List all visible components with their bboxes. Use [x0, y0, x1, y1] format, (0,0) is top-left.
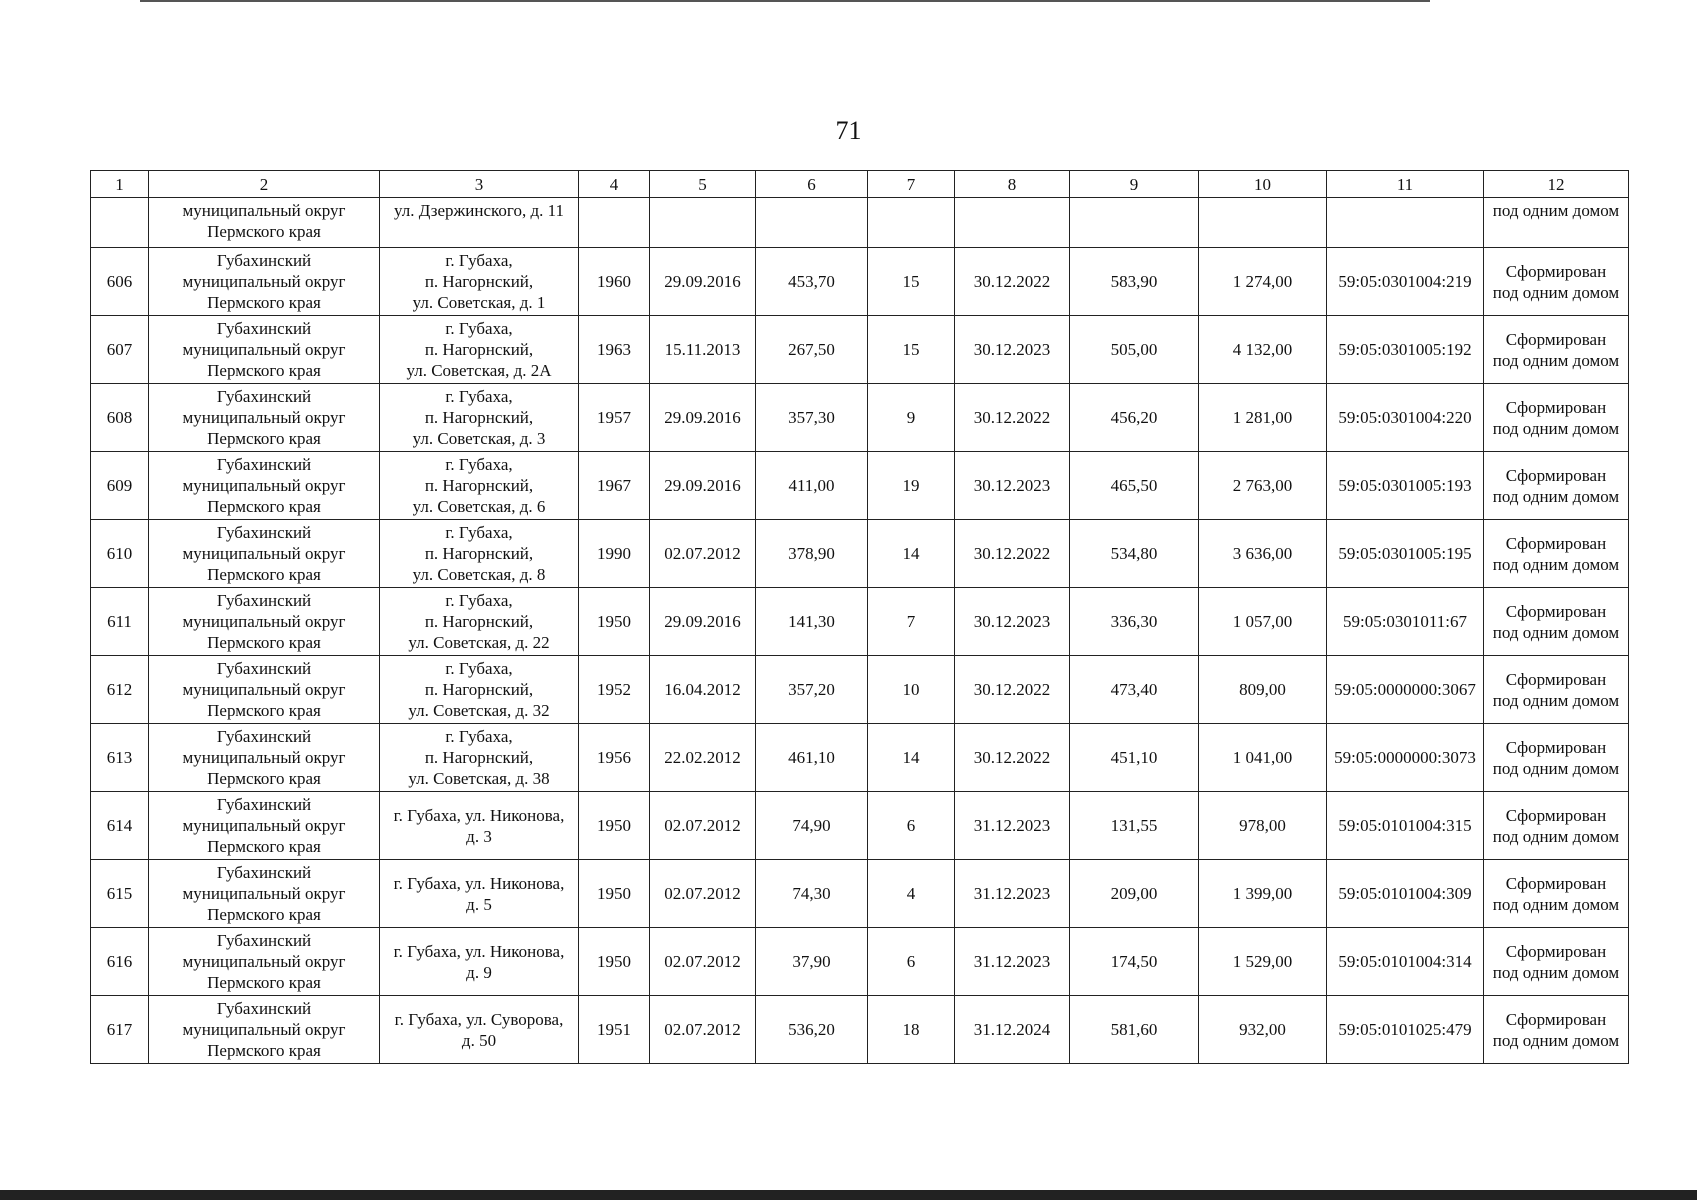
cell-line: муниципальный округ: [182, 476, 346, 495]
table-row: [91, 928, 1629, 996]
cell-line: Сформирован: [1505, 601, 1607, 621]
cell-line: ул. Советская, д. 1: [412, 293, 546, 312]
column-header-7: 7: [868, 171, 955, 198]
cell-land-status: [1484, 520, 1629, 588]
cell-line: Пермского края: [207, 222, 321, 241]
cell-date-recognized: 02.07.2012: [650, 928, 756, 996]
cell-relocation-date: 31.12.2024: [955, 996, 1070, 1064]
cell-land-status: [1484, 384, 1629, 452]
cell-row-number: 606: [91, 248, 149, 316]
cell-line: ул. Советская, д. 8: [412, 565, 546, 584]
cell-cadastral-number: 59:05:0101004:315: [1327, 792, 1484, 860]
cell-relocation-date: 30.12.2022: [955, 384, 1070, 452]
cell-land-area: 809,00: [1199, 656, 1327, 724]
cell-line: г. Губаха, ул. Никонова,: [393, 805, 565, 825]
cell-address: [380, 384, 579, 452]
cell-line: Сформирован: [1505, 941, 1607, 961]
cell-row-number: 613: [91, 724, 149, 792]
cell-area: 411,00: [756, 452, 868, 520]
cell-line: г. Губаха,: [445, 455, 513, 474]
cell-line: под одним домом: [1492, 622, 1620, 642]
column-header-8: 8: [955, 171, 1070, 198]
cell-area-total: 456,20: [1070, 384, 1199, 452]
column-header-9: 9: [1070, 171, 1199, 198]
cell-cadastral-number: 59:05:0301005:193: [1327, 452, 1484, 520]
cell-line: Сформирован: [1505, 465, 1607, 485]
cell-line: Губахинский: [216, 591, 312, 610]
cell-line: д. 3: [466, 826, 492, 846]
table-row: [91, 384, 1629, 452]
cell-line: под одним домом: [1492, 418, 1620, 438]
cell-build-year: 1950: [579, 588, 650, 656]
cell-cadastral-number: 59:05:0101004:314: [1327, 928, 1484, 996]
cell-line: муниципальный округ: [182, 680, 346, 699]
table-row: [91, 520, 1629, 588]
cell-date-recognized: 02.07.2012: [650, 996, 756, 1064]
cell-municipality: [149, 792, 380, 860]
cell-date-recognized: 29.09.2016: [650, 588, 756, 656]
cell-line: ул. Дзержинского, д. 11: [394, 201, 564, 220]
cell-line: п. Нагорнский,: [424, 748, 534, 767]
cell-line: п. Нагорнский,: [424, 476, 534, 495]
cell-line: Сформирован: [1505, 397, 1607, 417]
cell-cadastral-number: 59:05:0301004:219: [1327, 248, 1484, 316]
cell-cadastral-number: 59:05:0301011:67: [1327, 588, 1484, 656]
cell-line: Губахинский: [216, 455, 312, 474]
column-header-1: 1: [91, 171, 149, 198]
cell-build-year: 1950: [579, 792, 650, 860]
cell-cadastral-number: 59:05:0301005:195: [1327, 520, 1484, 588]
cell-line: г. Губаха,: [445, 251, 513, 270]
cell-area: 536,20: [756, 996, 868, 1064]
cell-land-status: [1484, 316, 1629, 384]
cell-build-year: 1963: [579, 316, 650, 384]
cell-area-total: 336,30: [1070, 588, 1199, 656]
table-row: [91, 996, 1629, 1064]
cell-row-number: 607: [91, 316, 149, 384]
cell-line: Пермского края: [207, 361, 321, 380]
header-row: [91, 171, 1629, 198]
column-header-6: 6: [756, 171, 868, 198]
cell-build-year: 1950: [579, 928, 650, 996]
cell-line: д. 5: [466, 894, 492, 914]
cell-area: 37,90: [756, 928, 868, 996]
cell-col-1: [91, 198, 149, 248]
cell-build-year: 1956: [579, 724, 650, 792]
table-row: [91, 792, 1629, 860]
cell-build-year: 1957: [579, 384, 650, 452]
cell-line: Губахинский: [216, 931, 312, 950]
cell-address: [380, 520, 579, 588]
cell-row-number: 608: [91, 384, 149, 452]
cell-col-7: [868, 198, 955, 248]
cell-line: Сформирован: [1505, 873, 1607, 893]
cell-relocation-date: 30.12.2022: [955, 656, 1070, 724]
cell-residents: 9: [868, 384, 955, 452]
cell-line: г. Губаха,: [445, 523, 513, 542]
cell-area-total: 534,80: [1070, 520, 1199, 588]
cell-line: г. Губаха,: [445, 659, 513, 678]
column-header-2: 2: [149, 171, 380, 198]
cell-cadastral-number: 59:05:0301004:220: [1327, 384, 1484, 452]
cell-line: под одним домом: [1492, 894, 1620, 914]
cell-line: Сформирован: [1505, 805, 1607, 825]
cell-date-recognized: 02.07.2012: [650, 520, 756, 588]
cell-municipality: [149, 520, 380, 588]
top-scan-line: [140, 0, 1430, 2]
cell-line: п. Нагорнский,: [424, 272, 534, 291]
column-header-3: 3: [380, 171, 579, 198]
cell-line: Сформирован: [1505, 261, 1607, 281]
cell-col-4: [579, 198, 650, 248]
cell-area: 453,70: [756, 248, 868, 316]
cell-line: Сформирован: [1505, 737, 1607, 757]
cell-cadastral-number: 59:05:0000000:3073: [1327, 724, 1484, 792]
cell-line: муниципальный округ: [182, 884, 346, 903]
cell-land-area: 4 132,00: [1199, 316, 1327, 384]
cell-line: под одним домом: [1492, 554, 1620, 574]
cell-build-year: 1952: [579, 656, 650, 724]
cell-line: г. Губаха,: [445, 387, 513, 406]
cell-area: 141,30: [756, 588, 868, 656]
cell-land-status: [1484, 656, 1629, 724]
cell-area: 357,30: [756, 384, 868, 452]
cell-col-2: [149, 198, 380, 248]
cell-line: Губахинский: [216, 523, 312, 542]
cell-line: муниципальный округ: [182, 612, 346, 631]
cell-line: п. Нагорнский,: [424, 544, 534, 563]
cell-line: Сформирован: [1505, 533, 1607, 553]
cell-area-total: 473,40: [1070, 656, 1199, 724]
cell-col-9: [1070, 198, 1199, 248]
cell-row-number: 609: [91, 452, 149, 520]
cell-line: д. 9: [466, 962, 492, 982]
cell-municipality: [149, 656, 380, 724]
cell-line: г. Губаха, ул. Никонова,: [393, 873, 565, 893]
cell-date-recognized: 29.09.2016: [650, 248, 756, 316]
cell-line: под одним домом: [1492, 486, 1620, 506]
cell-line: Пермского края: [207, 701, 321, 720]
cell-residents: 14: [868, 724, 955, 792]
cell-row-number: 616: [91, 928, 149, 996]
column-header-5: 5: [650, 171, 756, 198]
column-header-10: 10: [1199, 171, 1327, 198]
cell-col-5: [650, 198, 756, 248]
cell-line: Губахинский: [216, 863, 312, 882]
cell-line: Губахинский: [216, 727, 312, 746]
cell-line: Пермского края: [207, 293, 321, 312]
cell-land-area: 2 763,00: [1199, 452, 1327, 520]
cell-line: п. Нагорнский,: [424, 408, 534, 427]
page-number: 71: [835, 116, 862, 145]
cell-row-number: 610: [91, 520, 149, 588]
cell-address: [380, 860, 579, 928]
cell-line: муниципальный округ: [182, 816, 346, 835]
cell-cadastral-number: 59:05:0000000:3067: [1327, 656, 1484, 724]
cell-line: Пермского края: [207, 973, 321, 992]
cell-line: Пермского края: [207, 905, 321, 924]
cell-area: 74,30: [756, 860, 868, 928]
cell-build-year: 1950: [579, 860, 650, 928]
cell-area: 267,50: [756, 316, 868, 384]
cell-line: Губахинский: [216, 999, 312, 1018]
cell-relocation-date: 30.12.2022: [955, 248, 1070, 316]
cell-line: под одним домом: [1492, 758, 1620, 778]
cell-municipality: [149, 316, 380, 384]
cell-date-recognized: 22.02.2012: [650, 724, 756, 792]
cell-date-recognized: 02.07.2012: [650, 860, 756, 928]
cell-line: под одним домом: [1492, 350, 1620, 370]
table-row-continuation: [91, 198, 1629, 248]
cell-line: д. 50: [461, 1030, 497, 1050]
registry-table: [90, 170, 1629, 1064]
cell-build-year: 1990: [579, 520, 650, 588]
cell-line: Пермского края: [207, 497, 321, 516]
cell-line: под одним домом: [1492, 1030, 1620, 1050]
cell-line: Сформирован: [1505, 329, 1607, 349]
cell-land-status: [1484, 452, 1629, 520]
cell-area-total: 174,50: [1070, 928, 1199, 996]
table-row: [91, 588, 1629, 656]
cell-land-area: 1 529,00: [1199, 928, 1327, 996]
cell-line: под одним домом: [1492, 962, 1620, 982]
cell-line: ул. Советская, д. 38: [408, 769, 550, 788]
cell-relocation-date: 30.12.2022: [955, 520, 1070, 588]
cell-municipality: [149, 928, 380, 996]
cell-land-area: 3 636,00: [1199, 520, 1327, 588]
cell-land-area: 932,00: [1199, 996, 1327, 1064]
cell-address: [380, 656, 579, 724]
cell-relocation-date: 30.12.2023: [955, 316, 1070, 384]
cell-line: Губахинский: [216, 387, 312, 406]
cell-line: г. Губаха,: [445, 319, 513, 338]
cell-line: под одним домом: [1492, 282, 1620, 302]
cell-municipality: [149, 860, 380, 928]
cell-residents: 6: [868, 928, 955, 996]
cell-area: 378,90: [756, 520, 868, 588]
cell-date-recognized: 29.09.2016: [650, 452, 756, 520]
cell-line: муниципальный округ: [182, 272, 346, 291]
cell-row-number: 611: [91, 588, 149, 656]
cell-area-total: 209,00: [1070, 860, 1199, 928]
cell-line: ул. Советская, д. 3: [412, 429, 546, 448]
table-row: [91, 724, 1629, 792]
cell-municipality: [149, 248, 380, 316]
cell-land-area: 1 399,00: [1199, 860, 1327, 928]
cell-area-total: 505,00: [1070, 316, 1199, 384]
cell-residents: 6: [868, 792, 955, 860]
cell-line: п. Нагорнский,: [424, 612, 534, 631]
cell-residents: 10: [868, 656, 955, 724]
cell-residents: 15: [868, 248, 955, 316]
cell-relocation-date: 30.12.2023: [955, 588, 1070, 656]
cell-address: [380, 996, 579, 1064]
cell-line: п. Нагорнский,: [424, 340, 534, 359]
cell-address: [380, 452, 579, 520]
table-row: [91, 248, 1629, 316]
cell-residents: 19: [868, 452, 955, 520]
cell-line: муниципальный округ: [182, 544, 346, 563]
cell-line: г. Губаха, ул. Суворова,: [394, 1009, 564, 1029]
cell-line: ул. Советская, д. 22: [408, 633, 550, 652]
cell-date-recognized: 29.09.2016: [650, 384, 756, 452]
cell-land-area: 978,00: [1199, 792, 1327, 860]
cell-col-8: [955, 198, 1070, 248]
cell-relocation-date: 31.12.2023: [955, 928, 1070, 996]
cell-line: Губахинский: [216, 659, 312, 678]
cell-area-total: 451,10: [1070, 724, 1199, 792]
cell-build-year: 1960: [579, 248, 650, 316]
cell-land-area: 1 057,00: [1199, 588, 1327, 656]
cell-land-status: [1484, 248, 1629, 316]
cell-relocation-date: 31.12.2023: [955, 792, 1070, 860]
cell-address: [380, 588, 579, 656]
cell-row-number: 615: [91, 860, 149, 928]
cell-line: под одним домом: [1492, 826, 1620, 846]
cell-line: Сформирован: [1505, 669, 1607, 689]
cell-line: муниципальный округ: [182, 340, 346, 359]
cell-land-status: [1484, 588, 1629, 656]
cell-relocation-date: 30.12.2022: [955, 724, 1070, 792]
cell-line: Пермского края: [207, 837, 321, 856]
cell-line: Пермского края: [207, 1041, 321, 1060]
cell-land-area: 1 281,00: [1199, 384, 1327, 452]
cell-col-12: [1484, 198, 1629, 248]
cell-line: под одним домом: [1492, 690, 1620, 710]
cell-build-year: 1951: [579, 996, 650, 1064]
cell-address: [380, 316, 579, 384]
table-row: [91, 316, 1629, 384]
cell-line: ул. Советская, д. 2А: [406, 361, 552, 380]
table-row: [91, 860, 1629, 928]
cell-line: г. Губаха,: [445, 727, 513, 746]
cell-date-recognized: 02.07.2012: [650, 792, 756, 860]
cell-col-10: [1199, 198, 1327, 248]
cell-area: 74,90: [756, 792, 868, 860]
cell-address: [380, 724, 579, 792]
cell-line: п. Нагорнский,: [424, 680, 534, 699]
cell-build-year: 1967: [579, 452, 650, 520]
cell-line: Пермского края: [207, 769, 321, 788]
cell-col-11: [1327, 198, 1484, 248]
cell-line: муниципальный округ: [182, 408, 346, 427]
cell-cadastral-number: 59:05:0101025:479: [1327, 996, 1484, 1064]
cell-line: Пермского края: [207, 633, 321, 652]
table-body: [91, 198, 1629, 1064]
cell-address: [380, 792, 579, 860]
cell-land-area: 1 041,00: [1199, 724, 1327, 792]
cell-residents: 7: [868, 588, 955, 656]
column-header-4: 4: [579, 171, 650, 198]
cell-area-total: 131,55: [1070, 792, 1199, 860]
cell-municipality: [149, 384, 380, 452]
cell-cadastral-number: 59:05:0101004:309: [1327, 860, 1484, 928]
cell-address: [380, 248, 579, 316]
cell-municipality: [149, 588, 380, 656]
cell-address: [380, 928, 579, 996]
cell-area: 461,10: [756, 724, 868, 792]
cell-land-status: [1484, 860, 1629, 928]
cell-residents: 15: [868, 316, 955, 384]
cell-residents: 14: [868, 520, 955, 588]
cell-line: Пермского края: [207, 429, 321, 448]
cell-line: под одним домом: [1492, 201, 1620, 220]
table-row: [91, 452, 1629, 520]
cell-date-recognized: 15.11.2013: [650, 316, 756, 384]
cell-area-total: 465,50: [1070, 452, 1199, 520]
cell-line: Губахинский: [216, 319, 312, 338]
cell-line: ул. Советская, д. 32: [408, 701, 550, 720]
table-row: [91, 656, 1629, 724]
cell-municipality: [149, 724, 380, 792]
bottom-scan-edge: [0, 1190, 1697, 1200]
cell-municipality: [149, 996, 380, 1064]
cell-line: Сформирован: [1505, 1009, 1607, 1029]
cell-land-area: 1 274,00: [1199, 248, 1327, 316]
cell-land-status: [1484, 724, 1629, 792]
cell-line: муниципальный округ: [182, 1020, 346, 1039]
cell-line: Пермского края: [207, 565, 321, 584]
cell-relocation-date: 31.12.2023: [955, 860, 1070, 928]
cell-line: Губахинский: [216, 795, 312, 814]
cell-land-status: [1484, 928, 1629, 996]
table-header: [91, 171, 1629, 198]
cell-land-status: [1484, 996, 1629, 1064]
cell-area-total: 583,90: [1070, 248, 1199, 316]
cell-row-number: 617: [91, 996, 149, 1064]
cell-relocation-date: 30.12.2023: [955, 452, 1070, 520]
cell-line: ул. Советская, д. 6: [412, 497, 546, 516]
cell-row-number: 612: [91, 656, 149, 724]
cell-date-recognized: 16.04.2012: [650, 656, 756, 724]
cell-col-6: [756, 198, 868, 248]
cell-line: муниципальный округ: [182, 952, 346, 971]
cell-line: г. Губаха, ул. Никонова,: [393, 941, 565, 961]
cell-municipality: [149, 452, 380, 520]
column-header-11: 11: [1327, 171, 1484, 198]
cell-line: муниципальный округ: [182, 201, 346, 220]
column-header-12: 12: [1484, 171, 1629, 198]
cell-line: Губахинский: [216, 251, 312, 270]
cell-residents: 18: [868, 996, 955, 1064]
cell-residents: 4: [868, 860, 955, 928]
cell-land-status: [1484, 792, 1629, 860]
cell-cadastral-number: 59:05:0301005:192: [1327, 316, 1484, 384]
cell-line: г. Губаха,: [445, 591, 513, 610]
cell-area: 357,20: [756, 656, 868, 724]
cell-line: муниципальный округ: [182, 748, 346, 767]
cell-row-number: 614: [91, 792, 149, 860]
cell-area-total: 581,60: [1070, 996, 1199, 1064]
cell-col-3: [380, 198, 579, 248]
